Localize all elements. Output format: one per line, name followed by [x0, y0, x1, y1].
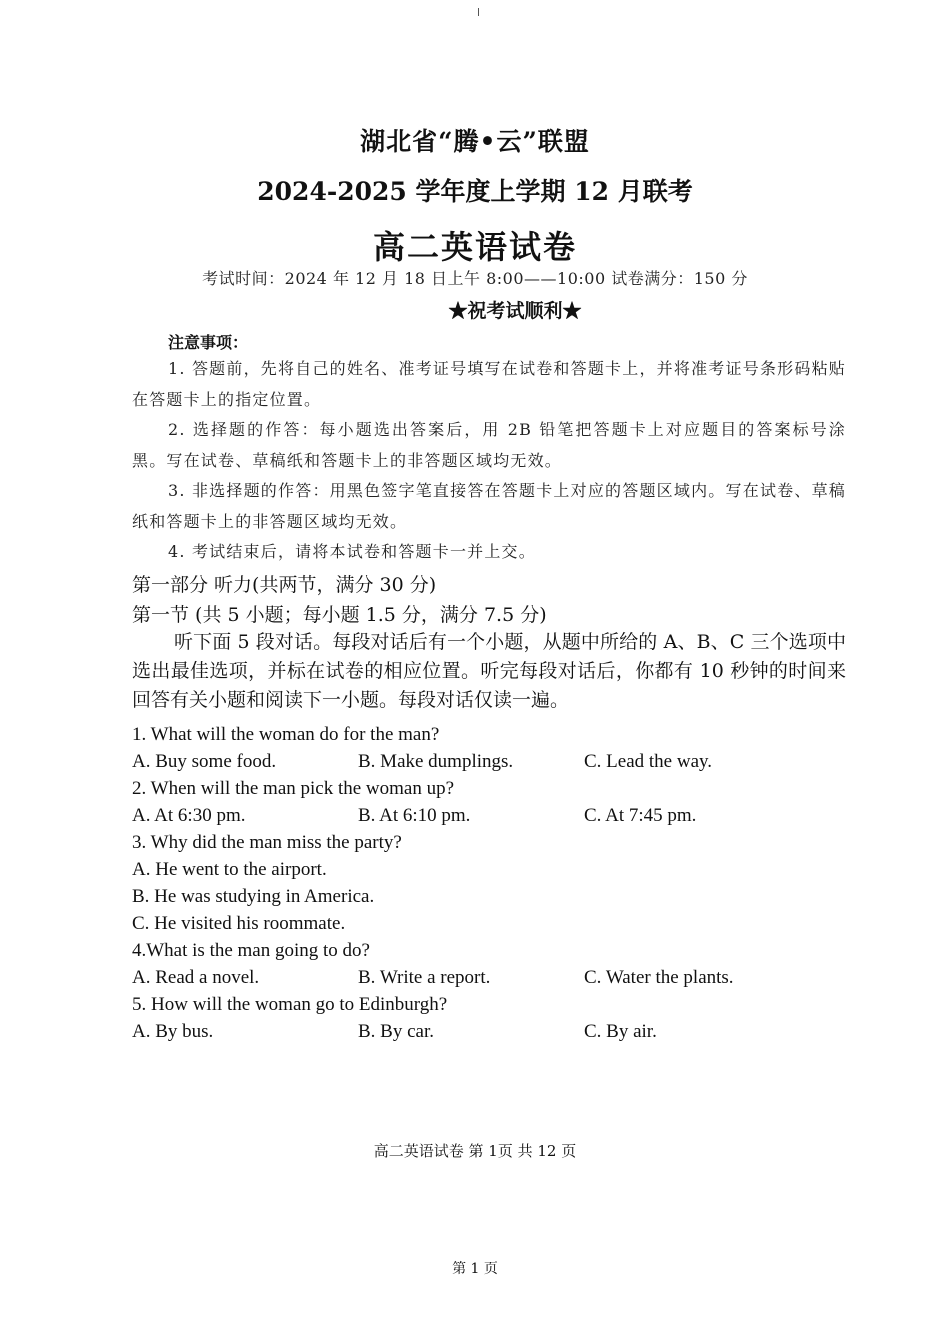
- option-b: B. Make dumplings.: [358, 751, 514, 772]
- option-c: C. Lead the way.: [584, 751, 713, 772]
- top-tick-mark: [478, 8, 479, 16]
- page-footer: 高二英语试卷 第 1页 共 12 页: [373, 1142, 577, 1160]
- part-title: 第一部分 听力(共两节，满分 30 分): [132, 574, 437, 596]
- notes-title: 注意事项：: [168, 333, 249, 352]
- option-a: A. At 6:30 pm.: [132, 805, 246, 826]
- document-page-number: 第 1 页: [452, 1261, 498, 1277]
- option-b: B. By car.: [358, 1021, 434, 1042]
- question-stem: 3. Why did the man miss the party?: [132, 832, 402, 853]
- exam-term-title: 2024-2025 学年度上学期 12 月联考: [257, 177, 693, 206]
- option-a: A. Read a novel.: [132, 967, 260, 988]
- option-b: B. He was studying in America.: [132, 886, 375, 907]
- note-item: 3. 非选择题的作答：用黑色签字笔直接答在答题卡上对应的答题区域内。写在试卷、草稿纸和答题卡上的非答题区域均无效。: [132, 481, 846, 531]
- option-c: C. At 7:45 pm.: [584, 805, 697, 826]
- question-stem: 1. What will the woman do for the man?: [132, 724, 440, 745]
- alliance-title: 湖北省“腾•云”联盟: [360, 127, 590, 156]
- wish-line: ★祝考试顺利★: [448, 300, 582, 322]
- option-a: A. By bus.: [132, 1021, 214, 1042]
- note-item: 2. 选择题的作答：每小题选出答案后，用 2B 铅笔把答题卡上对应题目的答案标号涂黑。写在试卷、草稿纸和答题卡上的非答题区域均无效。: [132, 420, 846, 470]
- option-b: B. Write a report.: [358, 967, 491, 988]
- note-item: 4. 考试结束后，请将本试卷和答题卡一并上交。: [168, 542, 536, 561]
- exam-info: 考试时间：2024 年 12 月 18 日上午 8:00——10:00 试卷满分：150 分: [202, 269, 748, 288]
- section-title: 第一节 (共 5 小题；每小题 1.5 分，满分 7.5 分): [132, 604, 547, 626]
- option-c: C. Water the plants.: [584, 967, 734, 988]
- question-stem: 2. When will the man pick the woman up?: [132, 778, 455, 799]
- question-stem: 4.What is the man going to do?: [132, 940, 370, 961]
- listening-instructions: 听下面 5 段对话。每段对话后有一个小题，从题中所给的 A、B、C 三个选项中选出最佳选项，并标在试卷的相应位置。听完每段对话后，你都有 10 秒钟的时间来回答有关小题和阅读下一小题。每段对话仅读一遍。: [132, 631, 846, 711]
- option-c: C. He visited his roommate.: [132, 913, 346, 934]
- option-c: C. By air.: [584, 1021, 657, 1042]
- option-b: B. At 6:10 pm.: [358, 805, 471, 826]
- paper-title: 高二英语试卷: [372, 228, 577, 266]
- option-a: A. He went to the airport.: [132, 859, 327, 880]
- question-stem: 5. How will the woman go to Edinburgh?: [132, 994, 448, 1015]
- option-a: A. Buy some food.: [132, 751, 277, 772]
- note-item: 1. 答题前，先将自己的姓名、准考证号填写在试卷和答题卡上，并将准考证号条形码粘贴在答题卡上的指定位置。: [132, 359, 846, 409]
